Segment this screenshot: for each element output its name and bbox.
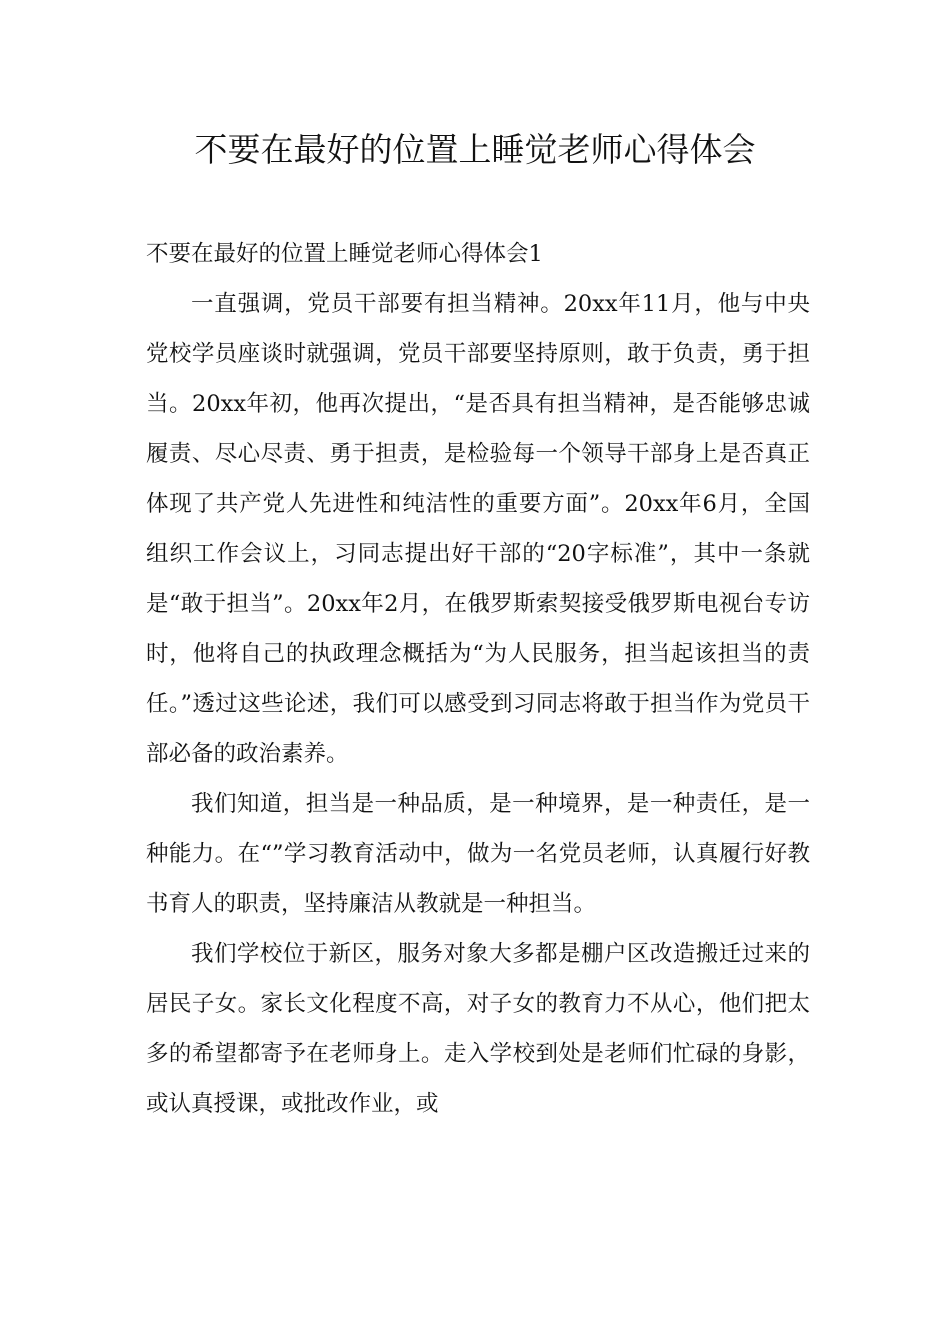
paragraph-1: 一直强调，党员干部要有担当精神。20xx年11月，他与中央党校学员座谈时就强调，党员干部要坚持原则，敢于负责，勇于担当。20xx年初，他再次提出，“是否具有担当精神，是否能够忠诚履责、尽心尽责、勇于担责，是检验每一个领导干部身上是否真正体现了共产党人先进性和纯洁性的重要方面”。20xx年6月，全国组织工作会议上，习同志提出好干部的“20字标准”，其中一条就是“敢于担当”。20xx年2月，在俄罗斯索契接受俄罗斯电视台专访时，他将自己的执政理念概括为“为人民服务，担当起该担当的责任。”透过这些论述，我们可以感受到习同志将敢于担当作为党员干部必备的政治素养。 [146, 291, 810, 767]
document-title: 不要在最好的位置上睡觉老师心得体会 [194, 130, 756, 169]
paragraph-2: 我们知道，担当是一种品质，是一种境界，是一种责任，是一种能力。在“”学习教育活动中，做为一名党员老师，认真履行好教书育人的职责，坚持廉洁从教就是一种担当。 [146, 791, 810, 917]
section-heading: 不要在最好的位置上睡觉老师心得体会1 [146, 241, 543, 267]
paragraph-3: 我们学校位于新区，服务对象大多都是棚户区改造搬迁过来的居民子女。家长文化程度不高，对子女的教育力不从心，他们把太多的希望都寄予在老师身上。走入学校到处是老师们忙碌的身影，或认真授课，或批改作业，或 [146, 941, 810, 1117]
document-body [146, 229, 810, 1129]
